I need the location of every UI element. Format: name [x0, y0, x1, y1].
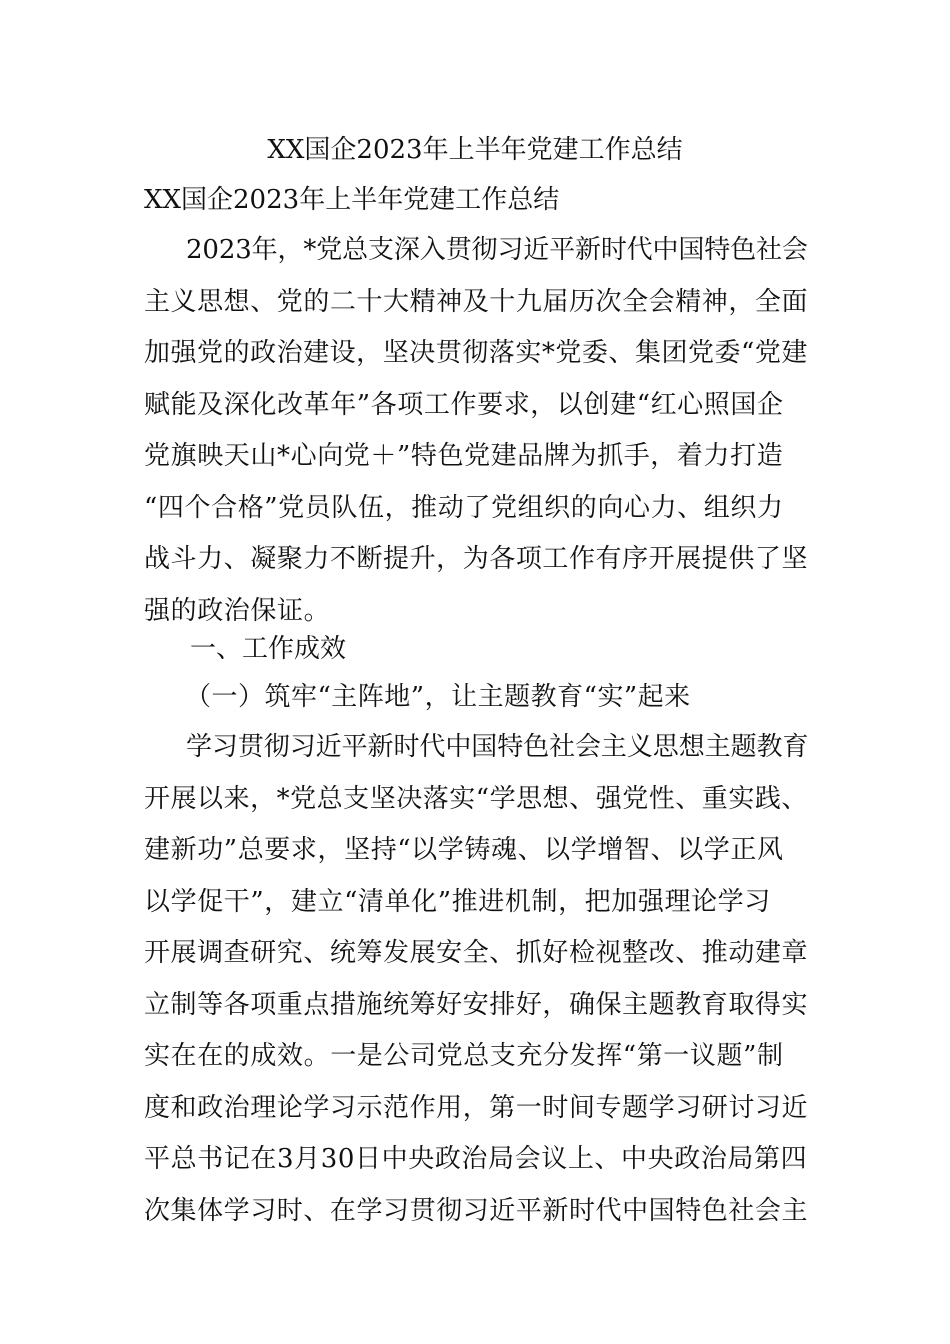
paragraph-line: 实在在的成效。一是公司党总支充分发挥“第一议题”制 [144, 1041, 784, 1071]
document-title: XX国企2023年上半年党建工作总结 [267, 135, 683, 165]
document-subtitle: XX国企2023年上半年党建工作总结 [144, 185, 560, 215]
paragraph-line: 赋能及深化改革年”各项工作要求，以创建“红心照国企 [144, 389, 784, 420]
paragraph-line: “四个合格”党员队伍，推动了党组织的向心力、组织力 [144, 492, 784, 523]
paragraph-line: 平总书记在3月30日中央政治局会议上、中央政治局第四 [144, 1144, 808, 1174]
paragraph-intro [144, 225, 808, 637]
paragraph-line: 党旗映天山*心向党＋”特色党建品牌为抓手，着力打造 [144, 441, 784, 471]
paragraph-line: 战斗力、凝聚力不断提升，为各项工作有序开展提供了坚 [144, 544, 809, 574]
paragraph-line: 开展以来，*党总支坚决落实“学思想、强党性、重实践、 [144, 783, 808, 814]
paragraph-line: 建新功”总要求，坚持“以学铸魂、以学增智、以学正风 [144, 835, 784, 865]
paragraph-line: 次集体学习时、在学习贯彻习近平新时代中国特色社会主 [144, 1195, 809, 1226]
paragraph-line: 度和政治理论学习示范作用，第一时间专题学习研讨习近 [144, 1092, 809, 1123]
subsection-heading: （一）筑牢“主阵地”，让主题教育“实”起来 [185, 682, 691, 712]
paragraph-line: 学习贯彻习近平新时代中国特色社会主义思想主题教育 [186, 732, 809, 762]
paragraph-line: 立制等各项重点措施统筹好安排好，确保主题教育取得实 [144, 989, 809, 1020]
section-heading: 一、工作成效 [190, 634, 347, 664]
paragraph-line: 2023年，*党总支深入贯彻习近平新时代中国特色社会 [186, 235, 808, 265]
paragraph-line: 强的政治保证。 [144, 595, 331, 626]
paragraph-line: 以学促干”，建立“清单化”推进机制，把加强理论学习 [144, 886, 771, 917]
paragraph-line: 开展调查研究、统筹发展安全、抓好检视整改、推动建章 [144, 938, 809, 968]
paragraph-body [144, 722, 808, 1237]
paragraph-line: 加强党的政治建设，坚决贯彻落实*党委、集团党委“党建 [144, 338, 808, 368]
paragraph-line: 主义思想、党的二十大精神及十九届历次全会精神，全面 [144, 286, 809, 317]
